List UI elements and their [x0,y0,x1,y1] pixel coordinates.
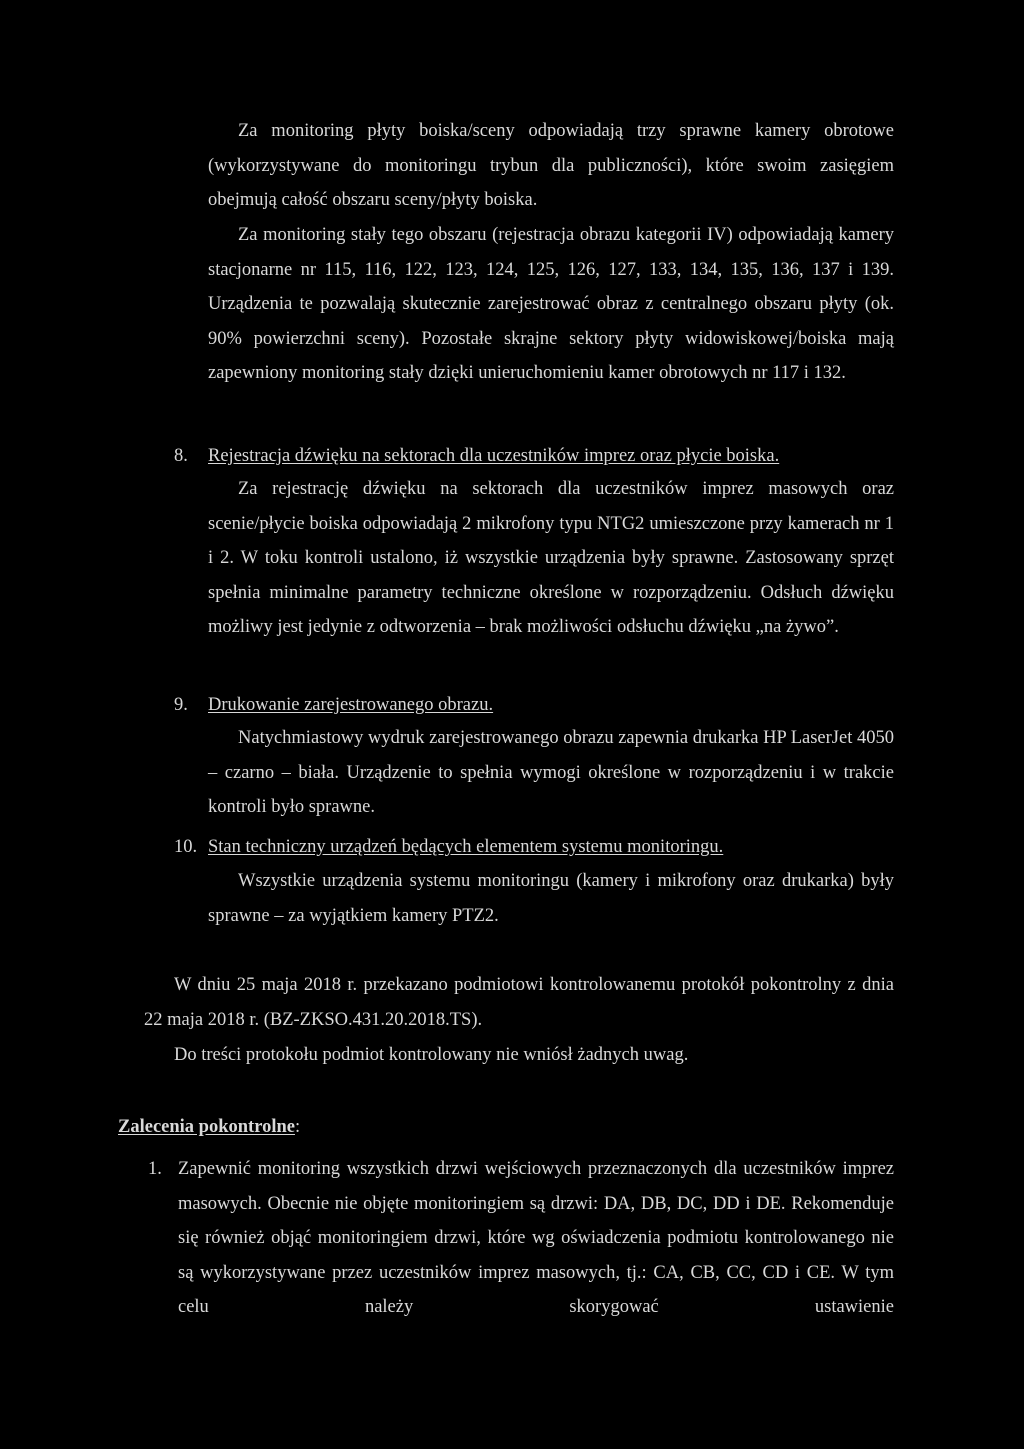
recommendation-1-text: Zapewnić monitoring wszystkich drzwi wejściowych przeznaczonych dla uczestników imprez masowych. Obecnie nie objęte monitoringiem są drzwi: DA, DB, DC, DD i DE. Rekomenduje się również objąć monitoringiem drzwi, które wg oświadczenia podmiotu kontrolowanego nie są wykorzystywane przez uczestników imprez masowych, tj.: CA, CB, CC, CD i CE. W tym celu należy skorygować ustawienie [178,1159,894,1318]
section-10-title: Stan techniczny urządzeń będących elementem systemu monitoringu. [208,837,724,857]
paragraph-sound-recording: Za rejestrację dźwięku na sektorach dla uczestników imprez masowych oraz scenie/płycie boiska odpowiadają 2 mikrofony typu NTG2 umieszczone przy kamerach nr 1 i 2. W toku kontroli ustalono, iż wszystkie urządzenia były sprawne. Zastosowany sprzęt spełnia minimalne parametry techniczne określone w rozporządzeniu. Odsłuch dźwięku możliwy jest jedynie z odtworzenia – brak możliwości odsłuchu dźwięku „na żywo”. [208,479,894,638]
recommendations-heading [118,1110,300,1144]
paragraph-printing: Natychmiastowy wydruk zarejestrowanego obrazu zapewnia drukarka HP LaserJet 4050 – czarno – biała. Urządzenie to spełnia wymogi określone w rozporządzeniu i w trakcie kontroli było sprawne. [208,728,894,818]
paragraph-fixed-monitoring: Za monitoring stały tego obszaru (rejestracja obrazu kategorii IV) odpowiadają kamery stacjonarne nr 115, 116, 122, 123, 124, 125, 126, 127, 133, 134, 135, 136, 137 i 139. Urządzenia te pozwalają skutecznie zarejestrować obraz z centralnego obszaru płyty (ok. 90% powierzchni sceny). Pozostałe skrajne sektory płyty widowiskowej/boiska mają zapewniony monitoring stały dzięki unieruchomieniu kamer obrotowych nr 117 i 132. [208,225,894,384]
section-9-number: 9. [174,695,188,715]
section-8-heading [174,439,779,473]
section-8-number: 8. [174,446,188,466]
section-9-title: Drukowanie zarejestrowanego obrazu. [208,695,494,715]
recommendation-1-number: 1. [148,1159,162,1179]
paragraph-camera-coverage: Za monitoring płyty boiska/sceny odpowiadają trzy sprawne kamery obrotowe (wykorzystywane do monitoringu trybun dla publiczności), które swoim zasięgiem obejmują całość obszaru sceny/płyty boiska. [208,121,894,211]
paragraph-technical-state: Wszystkie urządzenia systemu monitoringu (kamery i mikrofony oraz drukarka) były sprawne – za wyjątkiem kamery PTZ2. [208,871,894,926]
recommendations-heading-text: Zalecenia pokontrolne [118,1117,295,1137]
recommendations-heading-colon: : [294,1117,301,1137]
paragraph-no-remarks: Do treści protokołu podmiot kontrolowany nie wniósł żadnych uwag. [174,1045,689,1065]
section-9-heading [174,688,493,722]
section-10-heading [174,830,723,864]
paragraph-protocol-handover: W dniu 25 maja 2018 r. przekazano podmiotowi kontrolowanemu protokół pokontrolny z dnia 22 maja 2018 r. (BZ-ZKSO.431.20.2018.TS). [144,975,894,1030]
section-10-number: 10. [174,837,198,857]
section-8-title: Rejestracja dźwięku na sektorach dla uczestników imprez oraz płycie boiska. [208,446,780,466]
